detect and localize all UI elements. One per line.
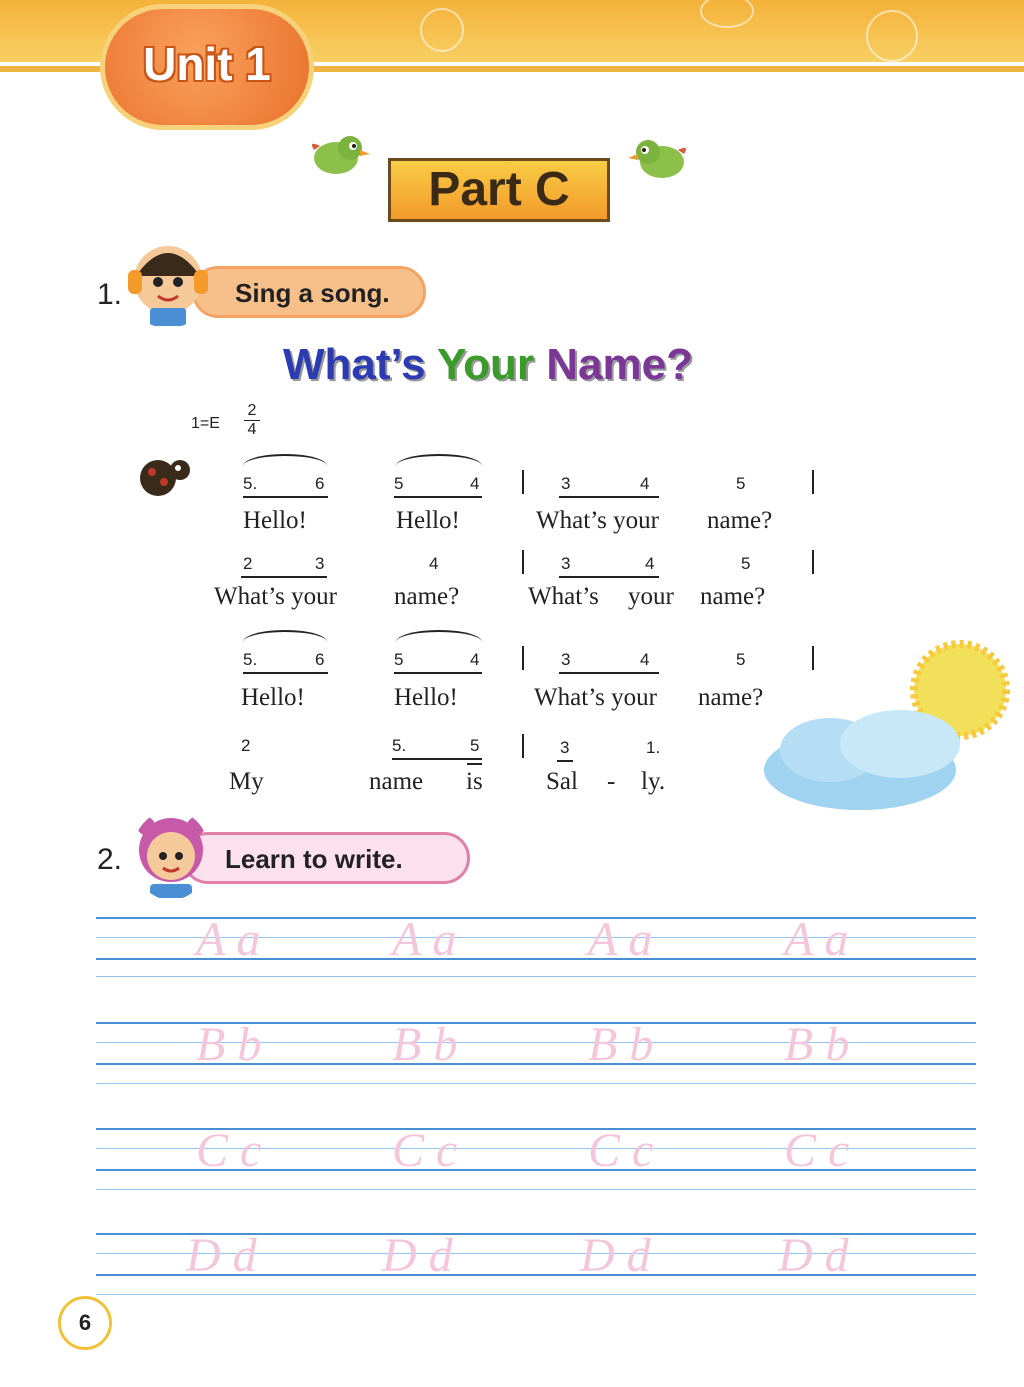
note: 5.: [392, 736, 407, 755]
part-label: Part C: [428, 163, 570, 216]
note: 3: [561, 650, 571, 669]
note: 5: [394, 650, 404, 669]
song-title: [283, 340, 693, 390]
note: 4: [645, 554, 655, 573]
girl-icon: [132, 810, 210, 900]
note: 5.: [243, 474, 258, 493]
song-title-word: Your: [437, 340, 534, 389]
note: 5: [736, 474, 746, 493]
part-sign: [388, 158, 610, 222]
lyric: your: [628, 583, 674, 610]
trace-letters: D d: [580, 1229, 651, 1282]
lyric: name?: [700, 583, 766, 610]
trace-letters: B b: [784, 1018, 850, 1071]
guide-line: [96, 976, 976, 977]
lyric: ly.: [641, 768, 666, 795]
beat-underline: [559, 496, 659, 498]
note: 6: [315, 650, 325, 669]
trace-letters: A a: [392, 913, 457, 966]
lyric: name: [369, 768, 424, 795]
note: 5: [736, 650, 746, 669]
time-signature: [244, 402, 260, 439]
trace-letters: B b: [392, 1018, 458, 1071]
bird-icon: [306, 128, 378, 180]
note: 5: [741, 554, 751, 573]
trace-letters: D d: [382, 1229, 453, 1282]
section-title: Learn to write.: [225, 844, 403, 874]
bar-line: [812, 550, 814, 574]
note: 6: [315, 474, 325, 493]
note: 3: [561, 474, 571, 493]
lyric: What’s your: [214, 583, 337, 610]
note: 4: [470, 474, 480, 493]
boy-headphones-icon: [122, 236, 214, 328]
bar-line: [522, 646, 524, 670]
note: 3: [561, 554, 571, 573]
bar-line: [522, 470, 524, 494]
guide-line: [96, 1294, 976, 1295]
lyric: Sal: [546, 768, 578, 795]
slur: [243, 454, 327, 466]
lyric: What’s your: [536, 507, 659, 534]
note: 4: [640, 474, 650, 493]
trace-letters: C c: [196, 1124, 262, 1177]
guide-line: [96, 1083, 976, 1084]
music-key: 1=E: [191, 415, 220, 432]
trace-letters: A a: [588, 913, 653, 966]
page-number: 6: [58, 1296, 112, 1350]
beat-underline: [243, 496, 328, 498]
time-signature-bottom: 4: [244, 420, 260, 439]
lyric: -: [607, 768, 616, 795]
lyric: Hello!: [241, 684, 305, 711]
note: 2: [241, 736, 251, 755]
ladybug-icon: [136, 452, 196, 500]
trace-letters: D d: [186, 1229, 257, 1282]
note: 4: [470, 650, 480, 669]
trace-letters: C c: [588, 1124, 654, 1177]
note: 5: [394, 474, 404, 493]
bar-line: [522, 734, 524, 758]
sun-cloud-icon: [760, 640, 1024, 820]
lyric: is: [466, 768, 483, 795]
note: 5.: [243, 650, 258, 669]
trace-letters: C c: [784, 1124, 850, 1177]
note: 4: [429, 554, 439, 573]
section-title-pill: [182, 832, 470, 884]
section-number: 2.: [97, 843, 123, 876]
beat-underline: [557, 760, 573, 762]
bar-line: [812, 470, 814, 494]
slur: [243, 630, 327, 642]
slur: [396, 630, 482, 642]
note: 4: [640, 650, 650, 669]
section-title-pill: [192, 266, 426, 318]
beat-underline: [394, 496, 482, 498]
beat-underline: [467, 763, 482, 765]
unit-label: Unit 1: [143, 38, 271, 90]
section-number: 1.: [97, 278, 123, 311]
beat-underline: [559, 672, 659, 674]
time-signature-top: 2: [247, 402, 257, 419]
note: 3: [560, 738, 570, 757]
slur: [396, 454, 482, 466]
lyric: Hello!: [394, 684, 458, 711]
trace-letters: D d: [778, 1229, 849, 1282]
lyric: name?: [698, 684, 764, 711]
bar-line: [522, 550, 524, 574]
trace-letters: B b: [196, 1018, 262, 1071]
unit-badge: [100, 4, 314, 130]
beat-underline: [392, 758, 482, 760]
note: 3: [315, 554, 325, 573]
beat-underline: [394, 672, 482, 674]
lyric: What’s your: [534, 684, 657, 711]
beat-underline: [559, 576, 659, 578]
note: 1.: [646, 738, 661, 757]
note: 5: [470, 736, 480, 755]
song-title-word: Name?: [546, 340, 693, 389]
bubble-decoration: [866, 10, 918, 62]
trace-letters: C c: [392, 1124, 458, 1177]
lyric: What’s: [528, 583, 599, 610]
guide-line: [96, 1189, 976, 1190]
beat-underline: [243, 672, 328, 674]
bubble-decoration: [420, 8, 464, 52]
bird-icon: [620, 132, 692, 184]
lyric: Hello!: [396, 507, 460, 534]
trace-letters: A a: [784, 913, 849, 966]
lyric: name?: [394, 583, 460, 610]
trace-letters: A a: [196, 913, 261, 966]
note: 2: [243, 554, 253, 573]
section-title: Sing a song.: [235, 278, 390, 308]
lyric: My: [229, 768, 264, 795]
lyric: Hello!: [243, 507, 307, 534]
trace-letters: B b: [588, 1018, 654, 1071]
song-title-word: What’s: [283, 340, 426, 389]
lyric: name?: [707, 507, 773, 534]
beat-underline: [241, 576, 327, 578]
